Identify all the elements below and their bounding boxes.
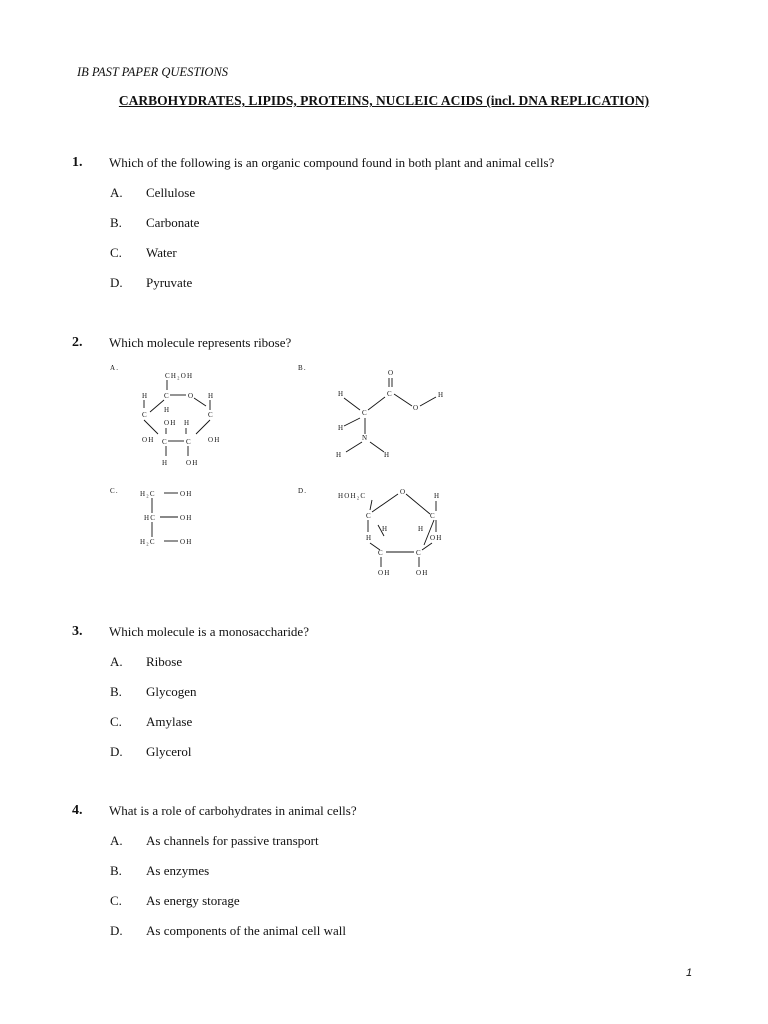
structure-b-label: B. bbox=[298, 364, 307, 372]
q4-option-b-letter: B. bbox=[110, 863, 122, 878]
svg-text:H: H bbox=[382, 525, 389, 533]
svg-text:C: C bbox=[416, 549, 422, 557]
q1-option-c-text: Water bbox=[146, 245, 177, 260]
svg-text:HOH₂C: HOH₂C bbox=[338, 492, 367, 500]
svg-text:OH: OH bbox=[142, 436, 155, 444]
q3-option-b-letter: B. bbox=[110, 684, 122, 699]
svg-text:OH: OH bbox=[180, 490, 193, 498]
svg-text:C: C bbox=[366, 512, 372, 520]
q3-option-b-text: Glycogen bbox=[146, 684, 197, 699]
page-header: IB PAST PAPER QUESTIONS bbox=[77, 65, 229, 79]
svg-text:C: C bbox=[430, 512, 436, 520]
svg-text:OH: OH bbox=[208, 436, 221, 444]
svg-text:C: C bbox=[387, 390, 393, 398]
svg-text:C: C bbox=[142, 411, 148, 419]
svg-text:HC: HC bbox=[144, 514, 157, 522]
q4-option-a-text: As channels for passive transport bbox=[146, 833, 319, 848]
svg-text:C: C bbox=[362, 409, 368, 417]
svg-text:H: H bbox=[338, 424, 345, 432]
structure-c-label: C. bbox=[110, 487, 119, 495]
q1-option-a-text: Cellulose bbox=[146, 185, 196, 200]
q3-option-c-letter: C. bbox=[110, 714, 122, 729]
svg-text:OH: OH bbox=[186, 459, 199, 467]
svg-text:OH: OH bbox=[180, 538, 193, 546]
svg-text:C: C bbox=[186, 438, 192, 446]
q1-option-b-text: Carbonate bbox=[146, 215, 200, 230]
svg-text:H: H bbox=[162, 459, 169, 467]
svg-text:OH: OH bbox=[180, 514, 193, 522]
svg-text:O: O bbox=[188, 392, 195, 400]
question-2-number: 2. bbox=[72, 335, 83, 350]
svg-text:OH: OH bbox=[378, 569, 391, 577]
svg-text:H: H bbox=[384, 451, 391, 459]
structure-d-label: D. bbox=[298, 487, 308, 495]
q1-option-c-letter: C. bbox=[110, 245, 122, 260]
question-4-text: What is a role of carbohydrates in animal cells? bbox=[109, 803, 357, 818]
q1-option-d-text: Pyruvate bbox=[146, 275, 193, 290]
svg-text:H: H bbox=[366, 534, 373, 542]
svg-text:OH: OH bbox=[164, 419, 177, 427]
question-3-text: Which molecule is a monosaccharide? bbox=[109, 624, 309, 639]
q1-option-d-letter: D. bbox=[110, 275, 123, 290]
svg-text:H: H bbox=[418, 525, 425, 533]
q4-option-c-text: As energy storage bbox=[146, 893, 240, 908]
svg-text:O: O bbox=[413, 404, 420, 412]
svg-text:H₂C: H₂C bbox=[140, 490, 156, 498]
q4-option-c-letter: C. bbox=[110, 893, 122, 908]
q1-option-a-letter: A. bbox=[110, 185, 123, 200]
svg-text:H: H bbox=[438, 391, 445, 399]
q1-option-b-letter: B. bbox=[110, 215, 122, 230]
question-2-text: Which molecule represents ribose? bbox=[109, 335, 292, 350]
q4-option-d-text: As components of the animal cell wall bbox=[146, 923, 347, 938]
svg-text:H₂C: H₂C bbox=[140, 538, 156, 546]
question-1-number: 1. bbox=[72, 155, 83, 170]
svg-text:C: C bbox=[164, 392, 170, 400]
svg-text:OH: OH bbox=[416, 569, 429, 577]
q4-option-d-letter: D. bbox=[110, 923, 123, 938]
structure-c bbox=[110, 487, 193, 546]
page-title: CARBOHYDRATES, LIPIDS, PROTEINS, NUCLEIC ACIDS (incl. DNA REPLICATION) bbox=[118, 93, 650, 108]
svg-text:O: O bbox=[388, 369, 395, 377]
structure-a-label: A. bbox=[110, 364, 120, 372]
q3-option-a-text: Ribose bbox=[146, 654, 183, 669]
question-3-number: 3. bbox=[72, 624, 83, 639]
q3-option-d-text: Glycerol bbox=[146, 744, 192, 759]
q3-option-a-letter: A. bbox=[110, 654, 123, 669]
svg-text:H: H bbox=[336, 451, 343, 459]
svg-text:H: H bbox=[184, 419, 191, 427]
structure-d bbox=[298, 487, 443, 577]
q3-option-d-letter: D. bbox=[110, 744, 123, 759]
question-1-text: Which of the following is an organic compound found in both plant and animal cells? bbox=[109, 155, 555, 170]
svg-text:H: H bbox=[338, 390, 345, 398]
svg-text:H: H bbox=[434, 492, 441, 500]
svg-text:C: C bbox=[378, 549, 384, 557]
structure-b bbox=[298, 364, 444, 459]
page-number: 1 bbox=[686, 967, 693, 979]
q4-option-a-letter: A. bbox=[110, 833, 123, 848]
svg-text:H: H bbox=[208, 392, 215, 400]
question-4-number: 4. bbox=[72, 803, 83, 818]
svg-text:CH₂OH: CH₂OH bbox=[165, 372, 194, 380]
q3-option-c-text: Amylase bbox=[146, 714, 193, 729]
svg-text:C: C bbox=[162, 438, 168, 446]
svg-text:H: H bbox=[164, 406, 171, 414]
ribose-structures-diagram bbox=[100, 360, 480, 590]
structure-a bbox=[110, 364, 221, 467]
q4-option-b-text: As enzymes bbox=[146, 863, 210, 878]
svg-text:H: H bbox=[142, 392, 149, 400]
svg-text:O: O bbox=[400, 488, 407, 496]
svg-text:N: N bbox=[362, 434, 369, 442]
svg-text:OH: OH bbox=[430, 534, 443, 542]
svg-text:C: C bbox=[208, 411, 214, 419]
